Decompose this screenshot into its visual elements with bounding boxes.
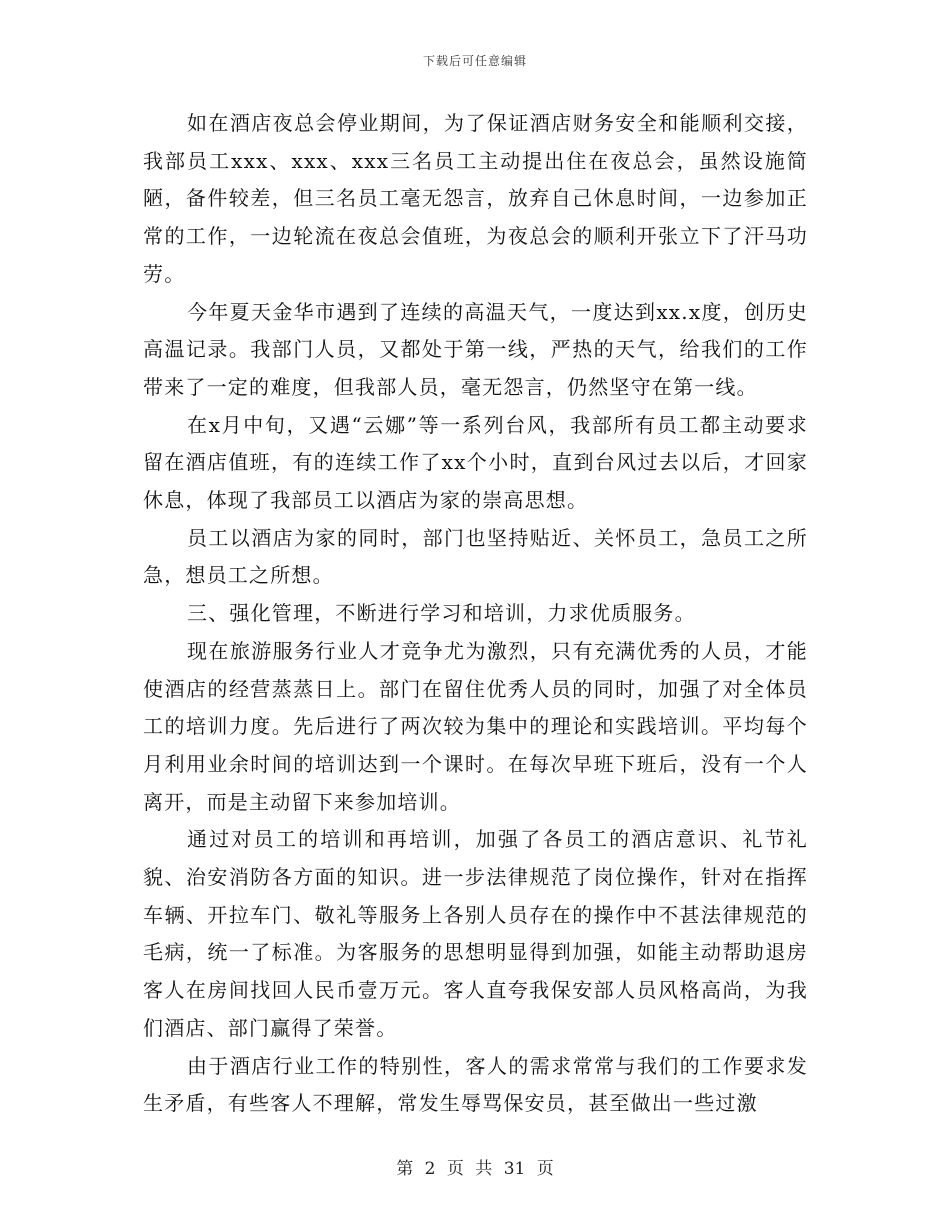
paragraph-5: 现在旅游服务行业人才竞争尤为激烈，只有充满优秀的人员，才能使酒店的经营蒸蒸日上。部门在留住优秀人员的同时，加强了对全体员工的培训力度。先后进行了两次较为集中的理论和实践培训。平均每个月利用业余时间的培训达到一个课时。在每次早班下班后，没有一个人离开，而是主动留下来参加培训。: [143, 638, 808, 814]
paragraph-7: 由于酒店行业工作的特别性，客人的需求常常与我们的工作要求发生矛盾，有些客人不理解，常发生辱骂保安员，甚至做出一些过激: [143, 1053, 808, 1116]
page-header: 下载后可任意编辑: [422, 54, 527, 68]
paragraph-1: 如在酒店夜总会停业期间，为了保证酒店财务安全和能顺利交接，我部员工xxx、xxx、xxx三名员工主动提出住在夜总会，虽然设施简陋，备件较差，但三名员工毫无怨言，放弃自己休息时间，一边参加正常的工作，一边轮流在夜总会值班，为夜总会的顺利开张立下了汗马功劳。: [143, 111, 808, 286]
section-heading: 三、强化管理，不断进行学习和培训，力求优质服务。: [187, 601, 696, 626]
body-text: [143, 105, 808, 1123]
paragraph-4: 员工以酒店为家的同时，部门也坚持贴近、关怀员工，急员工之所急，想员工之所想。: [143, 525, 808, 588]
page-footer: 第 2 页 共 31 页: [396, 1159, 554, 1179]
paragraph-3: 在x月中旬，又遇“云娜”等一系列台风，我部所有员工都主动要求留在酒店值班，有的连续工作了xx个小时，直到台风过去以后，才回家休息，体现了我部员工以酒店为家的崇高思想。: [143, 412, 808, 513]
paragraph-6: 通过对员工的培训和再培训，加强了各员工的酒店意识、礼节礼貌、治安消防各方面的知识。进一步法律规范了岗位操作，针对在指挥车辆、开拉车门、敬礼等服务上各别人员存在的操作中不甚法律规范的毛病，统一了标准。为客服务的思想明显得到加强，如能主动帮助退房客人在房间找回人民币壹万元。客人直夸我保安部人员风格高尚，为我们酒店、部门赢得了荣誉。: [143, 827, 808, 1040]
paragraph-2: 今年夏天金华市遇到了连续的高温天气，一度达到xx.x度，创历史高温记录。我部门人员，又都处于第一线，严热的天气，给我们的工作带来了一定的难度，但我部人员，毫无怨言，仍然坚守在第一线。: [143, 299, 808, 399]
